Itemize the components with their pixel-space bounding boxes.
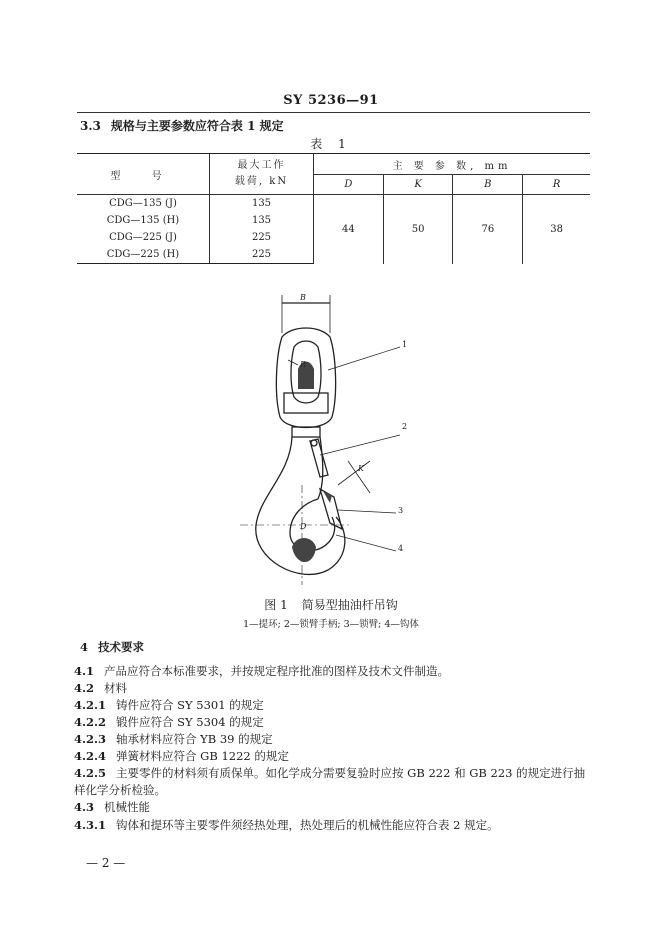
figure-caption: [0, 596, 662, 613]
clause-4-2-5: 4.2.5 主要零件的材料须有质保单。如化学成分需要复验时应按 GB 222 和 GB 223 的规定进行抽: [74, 766, 586, 780]
model-cell: CDG—225 (H): [77, 246, 210, 264]
label-d: D: [300, 522, 307, 531]
param-r-value: 38: [523, 195, 590, 264]
section-number: 3.3: [80, 119, 101, 133]
clause-4-2-2: 4.2.2 锻件应符合 SY 5304 的规定: [74, 715, 264, 729]
section-title: 规格与主要参数应符合表 1 规定: [110, 119, 284, 133]
section-3-3-heading: [80, 117, 284, 134]
hook-drawing: [220, 285, 430, 590]
clause-4-2-5-cont: 样化学分析检验。: [74, 783, 166, 797]
callout-3: 3: [398, 506, 404, 515]
callout-1: 1: [402, 340, 408, 349]
section-number: 4: [80, 640, 89, 654]
section-title: 技术要求: [98, 640, 145, 654]
load-cell: 135: [210, 195, 314, 213]
clause-4-3: 4.3 机械性能: [74, 800, 151, 814]
model-cell: CDG—225 (J): [109, 232, 177, 243]
dimension-k-ext: [338, 461, 370, 485]
load-cell: 225: [210, 246, 314, 264]
callout-4: 4: [398, 544, 404, 553]
label-k: K: [358, 464, 364, 473]
clause-4-2-3: 4.2.3 轴承材料应符合 YB 39 的规定: [74, 732, 273, 746]
param-header-d: D: [314, 175, 384, 195]
leader-1: [328, 347, 400, 370]
clause-4-1: 4.1 产品应符合本标准要求，并按规定程序批准的图样及技术文件制造。: [74, 664, 450, 678]
param-b-value: 76: [453, 195, 523, 264]
param-d-value: 44: [342, 223, 355, 235]
table-1-caption: 表 1: [310, 137, 352, 151]
clause-4-2: 4.2 材料: [74, 681, 128, 695]
param-header-r: R: [523, 175, 590, 195]
clause-4-2-4: 4.2.4 弹簧材料应符合 GB 1222 的规定: [74, 749, 289, 763]
leader-2: [320, 435, 400, 455]
swivel-neck: [292, 427, 320, 437]
load-cell: 135: [210, 212, 314, 229]
param-k-value: 50: [383, 195, 453, 264]
header-rule: [77, 112, 590, 113]
section-4-heading: [80, 640, 144, 655]
figure-title: 简易型抽油杆吊钩: [301, 598, 398, 612]
table-row: [77, 195, 590, 213]
figure-number: 图 1: [264, 598, 288, 612]
load-cell: 225: [210, 229, 314, 246]
col-header-load-line2: 载荷, kN: [234, 176, 289, 187]
standard-code-header: SY 5236—91: [283, 93, 379, 108]
param-header-b: B: [453, 175, 523, 195]
page-number: — 2 —: [86, 856, 126, 870]
radius-r-line: [288, 360, 298, 365]
col-header-params: 主 要 参 数, mm: [314, 154, 591, 175]
label-r: R: [300, 360, 307, 369]
param-header-k: K: [383, 175, 453, 195]
hook-cross-section: [292, 538, 316, 562]
label-b: B: [300, 293, 306, 302]
col-header-load: [210, 154, 314, 195]
model-cell: CDG—135 (J): [109, 198, 177, 209]
col-header-load-line1: 最大工作: [237, 160, 286, 171]
clause-4-3-1: 4.3.1 钩体和提环等主要零件须经热处理，热处理后的机械性能应符合表 2 规定。: [74, 818, 499, 832]
latch-handle: [310, 439, 328, 477]
model-cell: CDG—135 (H): [106, 215, 180, 226]
col-header-model: 型 号: [77, 154, 210, 195]
clause-4-2-1: 4.2.1 铸件应符合 SY 5301 的规定: [74, 698, 264, 712]
callout-2: 2: [402, 422, 408, 431]
spec-table: [77, 153, 590, 264]
figure-legend: 1—提环; 2—锁臂手柄; 3—锁臂; 4—钩体: [243, 619, 419, 630]
latch-pivot: [311, 440, 317, 446]
leader-3: [338, 510, 396, 513]
